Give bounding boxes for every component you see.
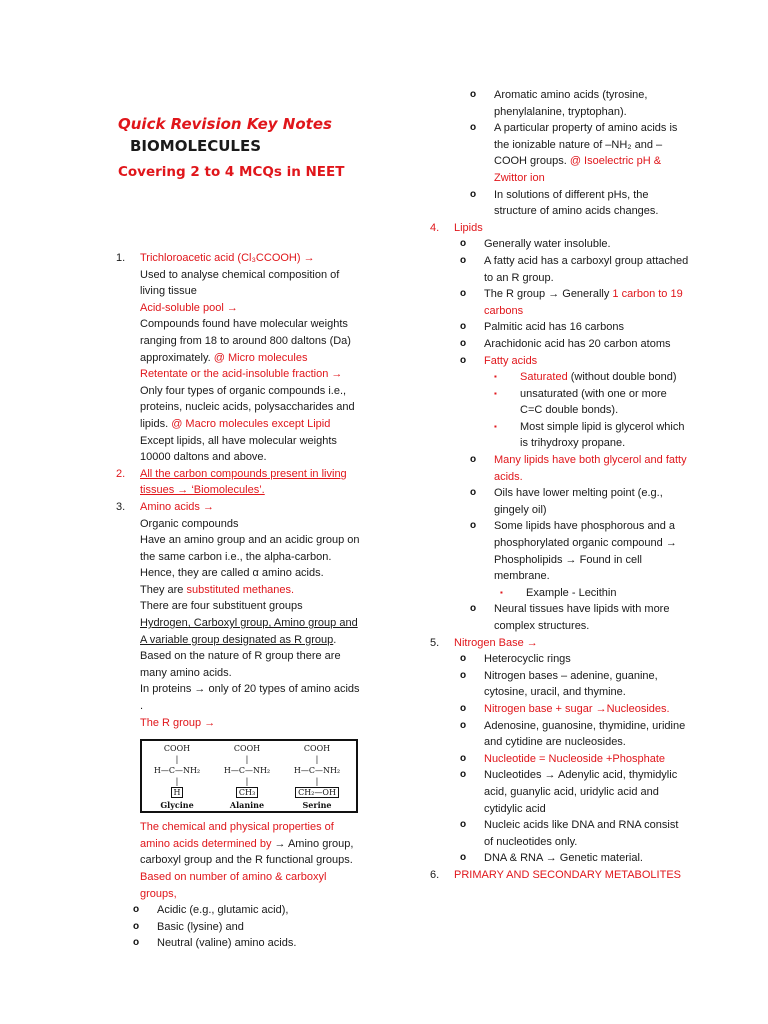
bullet-icon: o <box>460 702 467 714</box>
list-item-text: Nucleotide = Nucleoside +Phosphate <box>484 752 666 765</box>
list-item <box>470 120 690 186</box>
list-item-text: Oils have lower melting point (e.g., gingely oil) <box>494 487 663 516</box>
bullet-icon: o <box>460 337 467 349</box>
sub-list-item <box>494 419 690 452</box>
bullet-icon: o <box>470 520 477 532</box>
sub-list-item <box>494 386 690 419</box>
text-line: Have an amino group and an acidic group on the same carbon i.e., the alpha-carbon. Hence, they are called α amino acids. <box>140 534 360 580</box>
list-item <box>460 319 690 336</box>
r-group-box: H <box>171 787 184 798</box>
square-bullet-icon: ▪ <box>494 372 497 382</box>
section-title: Nitrogen Base → <box>454 636 538 649</box>
list-item-text: Arachidonic acid has 20 carbon atoms <box>484 337 671 350</box>
list-item <box>470 518 690 584</box>
bullet-icon: o <box>460 354 467 366</box>
list-item <box>470 452 690 485</box>
list-item-text: Nucleotides → Adenylic acid, thymidylic acid, guanylic acid, uridylic acid and cytidylic acid <box>484 769 678 815</box>
document-header <box>118 113 358 183</box>
list-item <box>133 935 361 952</box>
list-item <box>460 651 690 668</box>
list-item-text: Basic (lysine) and <box>157 920 244 933</box>
section-number: 1. <box>116 252 126 264</box>
list-item <box>470 87 690 120</box>
square-bullet-icon: ▪ <box>494 421 497 431</box>
bullet-icon: o <box>470 89 477 100</box>
section-title: PRIMARY AND SECONDARY METABOLITES <box>454 868 681 881</box>
list-item <box>460 236 690 253</box>
highlight-note: @ Macro molecules except Lipid <box>171 417 331 430</box>
text-line: In proteins → only of 20 types of amino acids . <box>140 683 360 713</box>
bullet-icon: o <box>133 904 140 916</box>
text-line: Based on number of amino & carboxyl groups, <box>140 871 327 900</box>
structure-label: Serine <box>302 800 332 811</box>
text-line: Used to analyse chemical composition of living tissue <box>140 268 340 298</box>
sub-list-item <box>500 585 690 602</box>
highlight-note: @ Isoelectric pH & Zwittor ion <box>494 155 662 184</box>
section-title: Lipids <box>454 221 483 234</box>
list-item-text: Nucleic acids like DNA and RNA consist of nucleotides only. <box>484 819 679 848</box>
text-span: Compounds found have molecular weights ranging from 18 to around 800 daltons (Da) approximately. <box>140 318 351 364</box>
list-item-text: Nitrogen base + sugar →Nucleosides. <box>484 702 670 715</box>
list-item <box>470 187 690 220</box>
highlight-note: substituted methanes. <box>186 583 295 596</box>
section-title: Amino acids → <box>140 500 214 513</box>
right-column <box>430 87 690 884</box>
bullet-icon: o <box>460 321 467 333</box>
list-item <box>460 850 690 867</box>
text-span: They are <box>140 583 187 596</box>
list-item <box>460 767 690 817</box>
list-item <box>133 902 361 919</box>
list-item-text: Palmitic acid has 16 carbons <box>484 321 625 334</box>
list-item-text: (without double bond) <box>567 371 677 384</box>
list-item <box>460 718 690 751</box>
structure-text: COOH <box>163 744 191 754</box>
structure-text: COOH <box>233 744 261 754</box>
bullet-icon: o <box>470 603 477 615</box>
section-1 <box>116 250 361 466</box>
list-item-text: Generally water insoluble. <box>484 238 611 251</box>
list-item <box>470 601 690 634</box>
bullet-icon: o <box>470 188 477 200</box>
r-group-box: CH₂—OH <box>295 787 339 798</box>
list-item-text: Nitrogen bases – adenine, guanine, cytosine, uracil, and thymine. <box>484 669 658 699</box>
r-group-box: CH₃ <box>236 787 258 798</box>
section-6 <box>430 867 690 884</box>
list-item-text: Most simple lipid is glycerol which is trihydroxy propane. <box>520 420 685 450</box>
structure-label: Alanine <box>229 800 265 811</box>
text-span: Only four types of organic compounds i.e., proteins, nucleic acids, polysaccharides and lipids. <box>140 384 355 430</box>
left-column <box>116 250 361 952</box>
bullet-icon: o <box>460 769 467 781</box>
sub-list-item <box>494 369 690 386</box>
glycine-structure: COOH | H—C—NH₂ | H Glycine <box>144 743 210 811</box>
list-item <box>460 253 690 286</box>
list-item-text: Many lipids have both glycerol and fatty acids. <box>494 454 687 483</box>
list-item-text: Adenosine, guanosine, thymidine, uridine and cytidine are nucleosides. <box>484 719 686 749</box>
alanine-structure: COOH | H—C—NH₂ | CH₃ Alanine <box>214 743 280 811</box>
text-span: . <box>333 633 337 646</box>
section-3 <box>116 499 361 902</box>
bullet-icon: o <box>460 752 467 764</box>
bullet-icon: o <box>470 122 477 134</box>
bullet-icon: o <box>470 454 477 466</box>
underlined-text: Hydrogen, Carboxyl group, Amino group and A variable group designated as R group <box>140 617 358 646</box>
list-item-text: Example - Lecithin <box>526 586 617 599</box>
text-line <box>140 819 361 869</box>
section-4 <box>430 220 690 237</box>
amino-acid-structures-figure <box>140 739 358 813</box>
bullet-icon: o <box>460 819 467 831</box>
list-item-text: The R group → Generally <box>484 288 613 301</box>
list-item-text: unsaturated (with one or more C=C double bonds). <box>520 387 667 417</box>
list-item <box>460 286 690 319</box>
bullet-icon: o <box>470 487 477 499</box>
bullet-icon: o <box>460 719 467 731</box>
highlight-note: 1 carbon to 19 carbons <box>484 288 683 317</box>
header-subject: BIOMOLECULES <box>130 137 262 155</box>
square-bullet-icon: ▪ <box>494 388 497 398</box>
highlight-note: @ Micro molecules <box>213 351 308 364</box>
bullet-icon: o <box>460 653 467 665</box>
text-line <box>140 582 361 599</box>
list-item-text: A fatty acid has a carboxyl group attached to an R group. <box>484 254 689 284</box>
structure-text: H—C—NH₂ <box>153 766 201 776</box>
text-line: Acid-soluble pool → <box>140 301 238 314</box>
list-item-text: Neutral (valine) amino acids. <box>157 937 297 950</box>
header-title: Quick Revision Key Notes <box>118 115 332 133</box>
highlight-note: Saturated <box>520 371 568 384</box>
section-number: 6. <box>430 868 440 881</box>
text-line <box>140 615 361 648</box>
list-item-text: Fatty acids <box>484 354 538 367</box>
structure-text: COOH <box>303 744 331 754</box>
list-item <box>460 701 690 718</box>
square-bullet-icon: ▪ <box>500 587 503 597</box>
list-item <box>460 336 690 353</box>
section-5 <box>430 635 690 652</box>
text-line: The R group → <box>140 716 216 729</box>
structure-label: Glycine <box>160 800 194 811</box>
list-item <box>460 668 690 701</box>
structure-text: H—C—NH₂ <box>293 766 341 776</box>
text-line: Organic compounds <box>140 517 239 530</box>
list-item <box>460 751 690 768</box>
list-item <box>460 817 690 850</box>
list-item-text: DNA & RNA → Genetic material. <box>484 852 643 865</box>
bullet-icon: o <box>460 238 467 250</box>
section-number: 4. <box>430 221 440 234</box>
text-line: Retentate or the acid-insoluble fraction → <box>140 368 343 381</box>
bullet-icon: o <box>460 254 467 266</box>
list-item-text: Neural tissues have lipids with more complex structures. <box>494 603 670 632</box>
section-number: 3. <box>116 500 126 513</box>
section-number: 2. <box>116 467 126 480</box>
section-number: 5. <box>430 636 440 649</box>
header-subtitle: Covering 2 to 4 MCQs in NEET <box>118 164 345 180</box>
text-line: Except lipids, all have molecular weights 10000 daltons and above. <box>140 434 337 464</box>
list-item-text: Some lipids have phosphorous and a phosphorylated organic compound → Phospholipids → Found in cell membrane. <box>494 520 677 583</box>
serine-structure: COOH | H—C—NH₂ | CH₂—OH Serine <box>284 743 350 811</box>
text-line <box>140 316 361 366</box>
bullet-icon: o <box>133 920 140 932</box>
section-2 <box>116 466 361 499</box>
text-line: Based on the nature of R group there are many amino acids. <box>140 650 341 679</box>
text-line <box>140 383 361 433</box>
list-item <box>470 485 690 518</box>
bullet-icon: o <box>133 937 140 949</box>
text-line: There are four substituent groups <box>140 600 303 613</box>
list-item-text: In solutions of different pHs, the structure of amino acids changes. <box>494 188 659 218</box>
bullet-icon: o <box>460 669 467 681</box>
list-item <box>133 919 361 936</box>
bullet-icon: o <box>460 852 467 864</box>
highlight-note: The chemical and physical properties of amino acids determined by <box>140 821 334 850</box>
section-title: Trichloroacetic acid (Cl₃CCOOH) → <box>140 252 315 264</box>
list-item-text: Acidic (e.g., glutamic acid), <box>157 904 289 917</box>
list-item <box>460 353 690 370</box>
section-title: All the carbon compounds present in living tissues → ‘Biomolecules’. <box>140 467 347 497</box>
list-item-text: Heterocyclic rings <box>484 653 571 666</box>
list-item-text: Aromatic amino acids (tyrosine, phenylalanine, tryptophan). <box>494 89 648 118</box>
list-item-text: A particular property of amino acids is the ionizable nature of –NH₂ and –COOH groups. <box>494 122 678 168</box>
structure-text: H—C—NH₂ <box>223 766 271 776</box>
bullet-icon: o <box>460 288 467 300</box>
text-span: → Amino group, carboxyl group and the R functional groups. <box>140 837 354 867</box>
